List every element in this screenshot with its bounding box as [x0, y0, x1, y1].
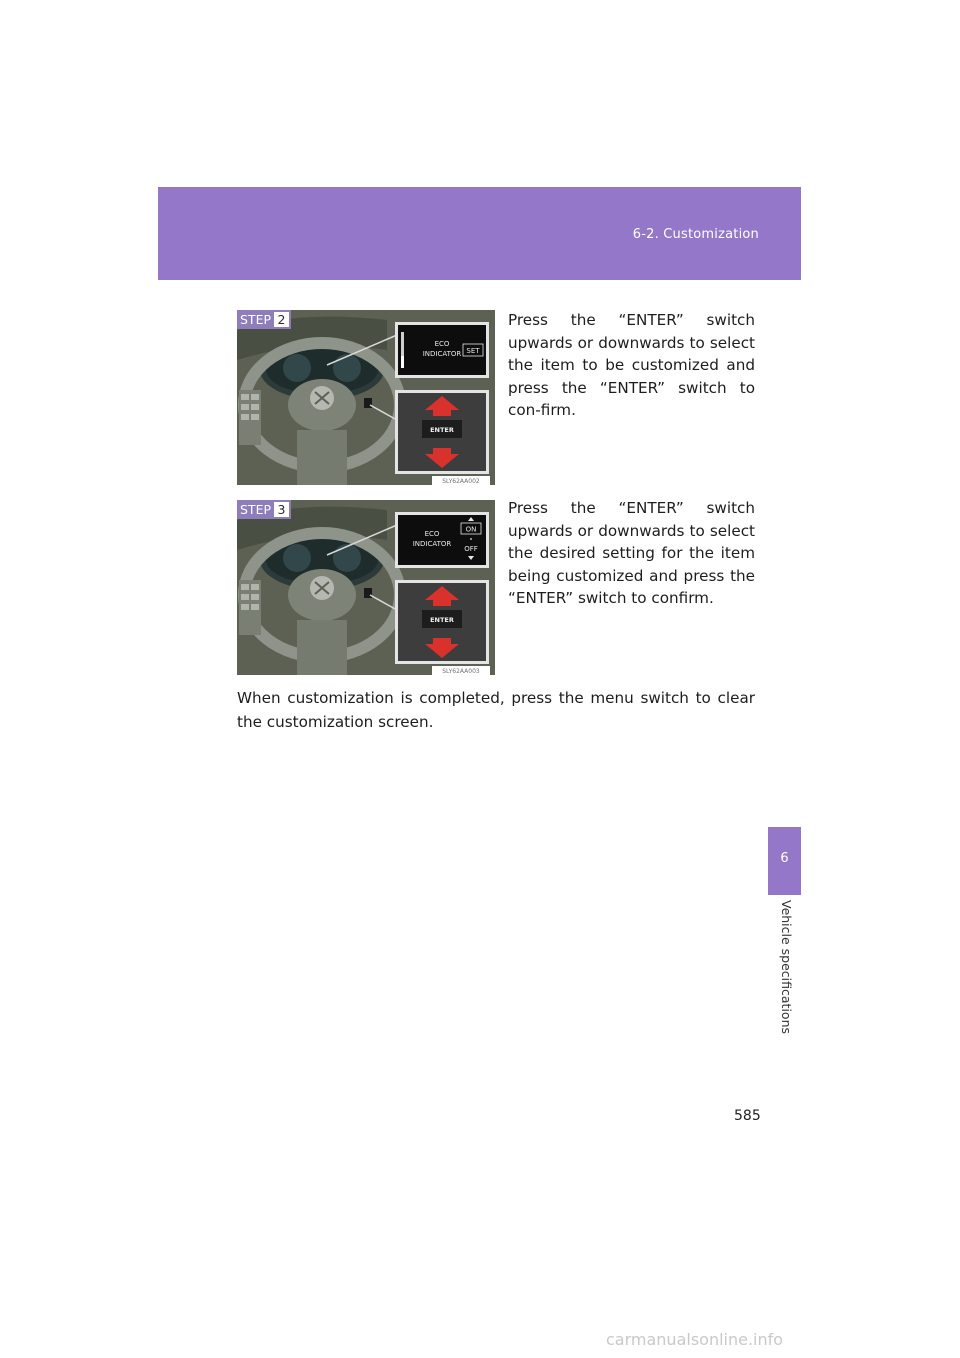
- display-line2: INDICATOR: [412, 540, 452, 548]
- step-badge: [237, 310, 291, 329]
- display-line1: ECO: [434, 340, 450, 348]
- enter-button-label: ENTER: [430, 426, 454, 434]
- section-header-band: [158, 187, 801, 280]
- display-option-off: OFF: [464, 545, 478, 553]
- display-option-set: SET: [466, 347, 480, 355]
- image-code: SLY62AA002: [442, 478, 480, 485]
- step-2-illustration: [237, 310, 495, 485]
- watermark: carmanualsonline.info: [606, 1330, 784, 1349]
- image-code: SLY62AA003: [442, 668, 480, 675]
- step-number: 3: [274, 502, 289, 517]
- chapter-label: Vehicle specifications: [779, 899, 794, 1035]
- step-word: STEP: [240, 312, 272, 327]
- display-line1: ECO: [424, 530, 440, 538]
- steering-wheel-illustration: [237, 310, 495, 485]
- section-title: 6-2. Customization: [632, 227, 759, 242]
- step-word: STEP: [240, 502, 272, 517]
- steering-wheel-illustration: [237, 500, 495, 675]
- page-number: 585: [734, 1108, 761, 1124]
- enter-button-label: ENTER: [430, 616, 454, 624]
- closing-paragraph: When customization is completed, press the menu switch to clear the customization screen.: [237, 689, 755, 731]
- step-badge: [237, 500, 291, 519]
- step-3-illustration: [237, 500, 495, 675]
- chapter-number: 6: [780, 851, 789, 866]
- step-3-text: Press the “ENTER” switch upwards or downwards to select the desired setting for the item being customized and press the “ENTER” switch to confirm.: [508, 499, 755, 607]
- step-number: 2: [274, 312, 289, 327]
- step-2-text: Press the “ENTER” switch upwards or downwards to select the item to be customized and press the “ENTER” switch to con-firm.: [508, 311, 755, 419]
- display-line2: INDICATOR: [422, 350, 462, 358]
- display-option-on: ON: [465, 525, 477, 534]
